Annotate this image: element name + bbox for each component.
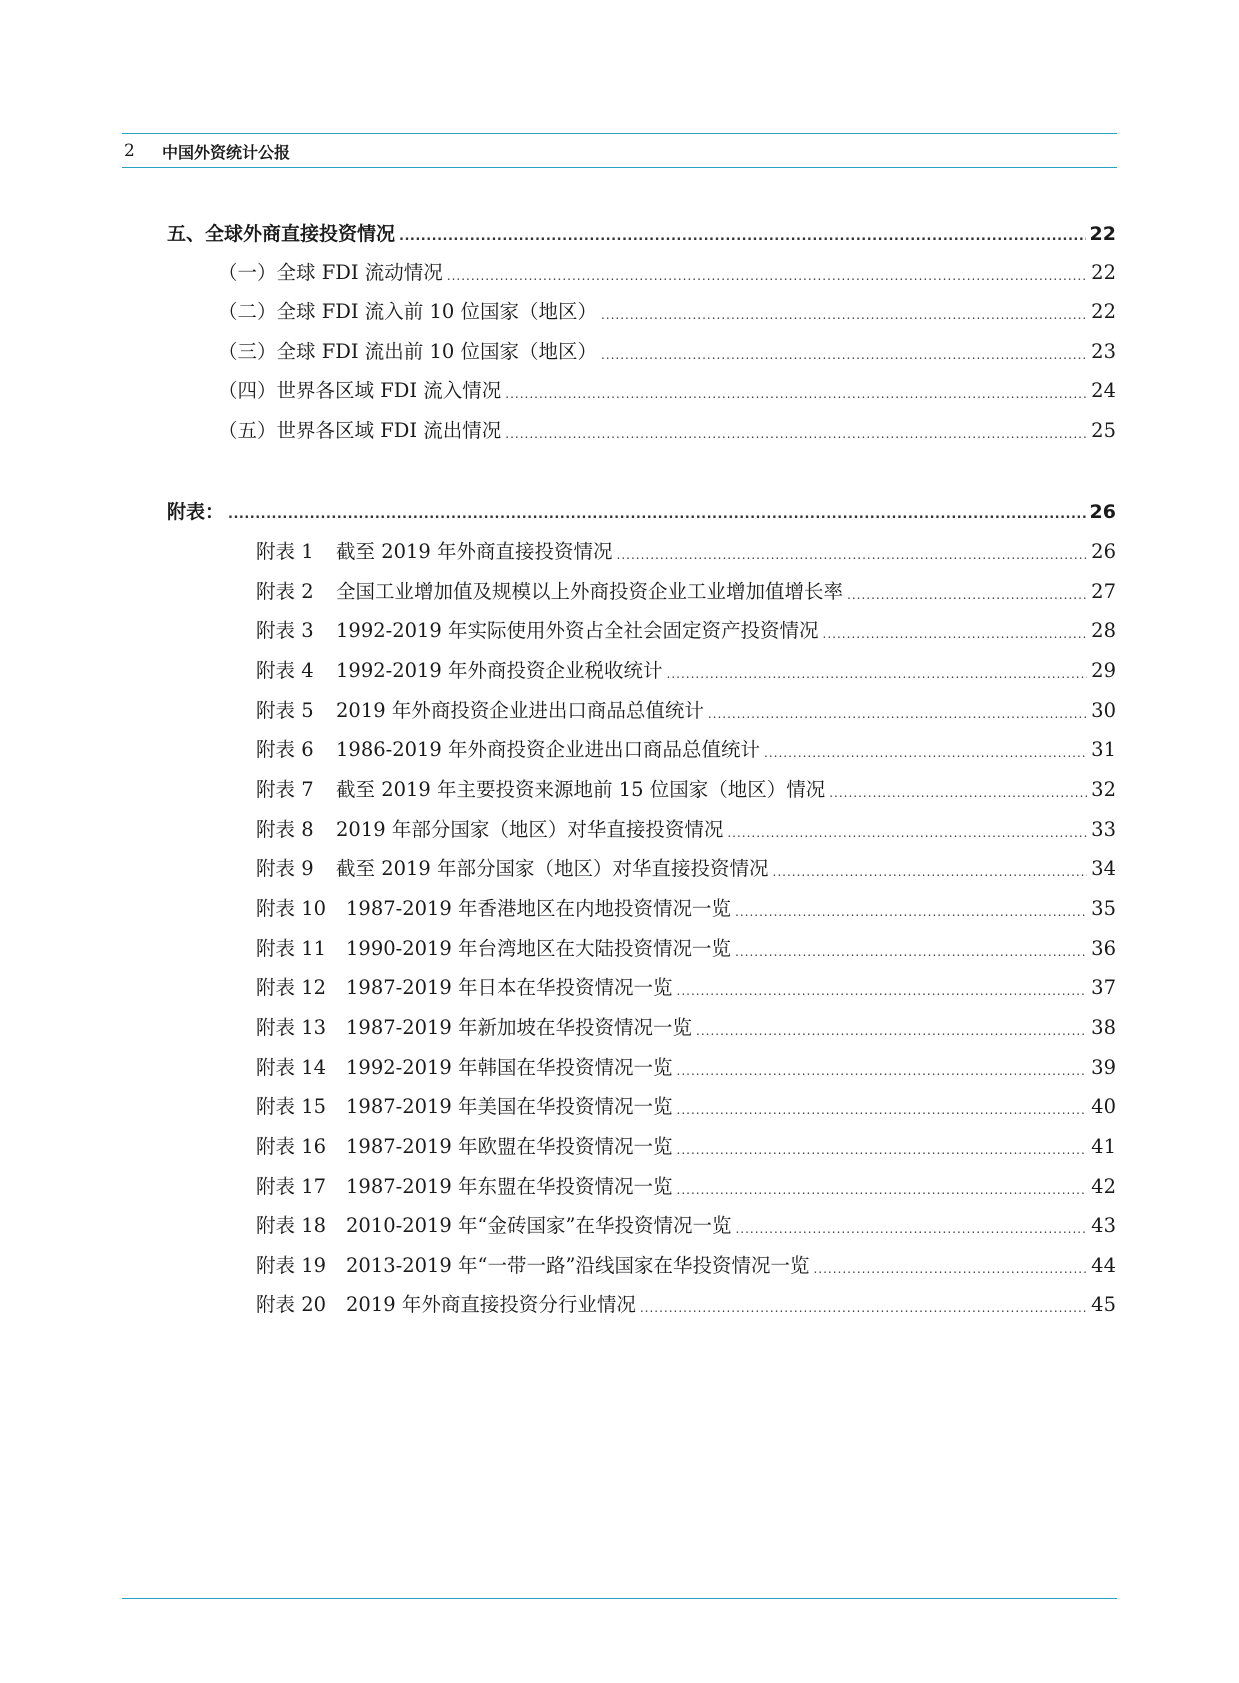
appendix-number: 附表 10: [256, 897, 327, 920]
dot-leader: [640, 1302, 1087, 1314]
appendix-title: 1987-2019 年美国在华投资情况一览: [346, 1095, 673, 1118]
toc-page-number: 33: [1091, 818, 1116, 841]
toc-subsection[interactable]: [218, 255, 1116, 285]
dot-leader: [773, 866, 1088, 878]
toc-appendix-item[interactable]: [256, 613, 1116, 643]
toc-page-number: 38: [1091, 1016, 1116, 1039]
toc-page-number: 30: [1091, 699, 1116, 722]
toc-appendix-item[interactable]: [256, 653, 1116, 683]
toc-subsection-label: （四）世界各区域 FDI 流入情况: [218, 379, 502, 402]
toc-page-number: 27: [1091, 580, 1116, 603]
toc-subsection-label: （三）全球 FDI 流出前 10 位国家（地区）: [218, 340, 597, 363]
toc-page-number: 31: [1091, 738, 1116, 761]
dot-leader: [447, 270, 1087, 282]
toc-page-number: 22: [1089, 223, 1116, 245]
appendix-title: 1987-2019 年日本在华投资情况一览: [346, 976, 673, 999]
toc-page-number: 22: [1091, 300, 1116, 323]
appendix-title: 2019 年外商投资企业进出口商品总值统计: [336, 699, 704, 722]
toc-appendix-item[interactable]: [256, 1050, 1116, 1080]
toc-appendix-item[interactable]: [256, 693, 1116, 723]
toc-appendix-heading[interactable]: [167, 494, 1116, 524]
appendix-number: 附表 3: [256, 619, 314, 642]
dot-leader: [601, 349, 1087, 361]
appendix-title: 截至 2019 年主要投资来源地前 15 位国家（地区）情况: [336, 778, 826, 801]
toc-appendix-item[interactable]: [256, 732, 1116, 762]
appendix-title: 1987-2019 年东盟在华投资情况一览: [346, 1175, 673, 1198]
dot-leader: [505, 428, 1087, 440]
appendix-number: 附表 12: [256, 976, 327, 999]
appendix-number: 附表 18: [256, 1214, 327, 1237]
toc-appendix-item[interactable]: [256, 891, 1116, 921]
appendix-number: 附表 11: [256, 937, 327, 960]
appendix-number: 附表 17: [256, 1175, 327, 1198]
appendix-number: 附表 1: [256, 540, 314, 563]
dot-leader: [708, 708, 1087, 720]
appendix-title: 1992-2019 年外商投资企业税收统计: [336, 659, 663, 682]
header-bottom-rule: [122, 167, 1117, 168]
toc-appendix-item[interactable]: [256, 1169, 1116, 1199]
dot-leader: [677, 1104, 1088, 1116]
toc-subsection[interactable]: [218, 373, 1116, 403]
appendix-number: 附表 7: [256, 778, 314, 801]
toc-section-5[interactable]: [167, 216, 1116, 246]
toc-appendix-item[interactable]: [256, 812, 1116, 842]
toc-page-number: 29: [1091, 659, 1116, 682]
dot-leader: [228, 509, 1086, 521]
toc-appendix-item[interactable]: [256, 574, 1116, 604]
toc-page-number: 26: [1089, 501, 1116, 523]
dot-leader: [727, 827, 1087, 839]
toc-appendix-item[interactable]: [256, 970, 1116, 1000]
appendix-title: 2010-2019 年“金砖国家”在华投资情况一览: [346, 1214, 732, 1237]
toc-subsection-label: （五）世界各区域 FDI 流出情况: [218, 419, 502, 442]
appendix-title: 1992-2019 年实际使用外资占全社会固定资产投资情况: [336, 619, 819, 642]
dot-leader: [847, 589, 1087, 601]
appendix-title: 截至 2019 年部分国家（地区）对华直接投资情况: [336, 857, 769, 880]
toc-page-number: 25: [1091, 419, 1116, 442]
appendix-number: 附表 5: [256, 699, 314, 722]
toc-appendix-item[interactable]: [256, 1129, 1116, 1159]
appendix-number: 附表 8: [256, 818, 314, 841]
toc-page-number: 24: [1091, 379, 1116, 402]
toc-subsection-label: （二）全球 FDI 流入前 10 位国家（地区）: [218, 300, 597, 323]
appendix-title: 1986-2019 年外商投资企业进出口商品总值统计: [336, 738, 761, 761]
dot-leader: [677, 985, 1088, 997]
appendix-number: 附表 14: [256, 1056, 327, 1079]
toc-page-number: 34: [1091, 857, 1116, 880]
toc-appendix-item[interactable]: [256, 1089, 1116, 1119]
toc-page-number: 23: [1091, 340, 1116, 363]
toc-appendix-item[interactable]: [256, 931, 1116, 961]
toc-page-number: 45: [1091, 1293, 1116, 1316]
toc-page-number: 43: [1091, 1214, 1116, 1237]
header-page-number: 2: [124, 141, 135, 161]
toc-appendix-item[interactable]: [256, 1287, 1116, 1317]
appendix-title: 1992-2019 年韩国在华投资情况一览: [346, 1056, 673, 1079]
appendix-title: 全国工业增加值及规模以上外商投资企业工业增加值增长率: [336, 580, 844, 603]
appendix-number: 附表 16: [256, 1135, 327, 1158]
dot-leader: [677, 1065, 1088, 1077]
appendix-title: 截至 2019 年外商直接投资情况: [336, 540, 613, 563]
appendix-number: 附表 4: [256, 659, 314, 682]
header-title: 中国外资统计公报: [162, 142, 291, 162]
toc-page-number: 40: [1091, 1095, 1116, 1118]
dot-leader: [735, 946, 1087, 958]
toc-appendix-item[interactable]: [256, 1010, 1116, 1040]
toc-appendix-item[interactable]: [256, 1248, 1116, 1278]
toc-page-number: 42: [1091, 1175, 1116, 1198]
appendix-number: 附表 6: [256, 738, 314, 761]
toc-page-number: 36: [1091, 937, 1116, 960]
appendix-number: 附表 20: [256, 1293, 327, 1316]
appendix-number: 附表 2: [256, 580, 314, 603]
appendix-title: 2013-2019 年“一带一路”沿线国家在华投资情况一览: [346, 1254, 810, 1277]
dot-leader: [735, 1223, 1087, 1235]
dot-leader: [617, 549, 1088, 561]
appendix-number: 附表 13: [256, 1016, 327, 1039]
toc-page-number: 37: [1091, 976, 1116, 999]
dot-leader: [399, 231, 1086, 243]
dot-leader: [764, 747, 1087, 759]
toc-page-number: 44: [1091, 1254, 1116, 1277]
dot-leader: [667, 668, 1088, 680]
appendix-number: 附表 9: [256, 857, 314, 880]
dot-leader: [601, 309, 1087, 321]
toc-appendix-item[interactable]: [256, 772, 1116, 802]
toc-page-number: 39: [1091, 1056, 1116, 1079]
dot-leader: [813, 1263, 1087, 1275]
toc-appendix-item[interactable]: [256, 851, 1116, 881]
header-top-rule: [122, 133, 1117, 134]
toc-section-label: 五、全球外商直接投资情况: [167, 223, 396, 245]
appendix-title: 1987-2019 年欧盟在华投资情况一览: [346, 1135, 673, 1158]
dot-leader: [677, 1184, 1088, 1196]
toc-page-number: 28: [1091, 619, 1116, 642]
dot-leader: [696, 1025, 1087, 1037]
toc-subsection-label: （一）全球 FDI 流动情况: [218, 261, 443, 284]
toc-subsection[interactable]: [218, 334, 1116, 364]
toc-page-number: 22: [1091, 261, 1116, 284]
dot-leader: [677, 1144, 1088, 1156]
appendix-title: 1990-2019 年台湾地区在大陆投资情况一览: [346, 937, 732, 960]
toc-subsection[interactable]: [218, 294, 1116, 324]
toc-page-number: 26: [1091, 540, 1116, 563]
dot-leader: [829, 787, 1087, 799]
toc-appendix-label: 附表：: [167, 501, 225, 523]
appendix-number: 附表 15: [256, 1095, 327, 1118]
appendix-title: 1987-2019 年新加坡在华投资情况一览: [346, 1016, 693, 1039]
appendix-title: 2019 年部分国家（地区）对华直接投资情况: [336, 818, 724, 841]
toc-appendix-item[interactable]: [256, 1208, 1116, 1238]
appendix-title: 1987-2019 年香港地区在内地投资情况一览: [346, 897, 732, 920]
toc-page-number: 32: [1091, 778, 1116, 801]
toc-page-number: 35: [1091, 897, 1116, 920]
footer-rule: [122, 1598, 1117, 1599]
dot-leader: [823, 628, 1088, 640]
appendix-number: 附表 19: [256, 1254, 327, 1277]
toc-appendix-item[interactable]: [256, 534, 1116, 564]
dot-leader: [735, 906, 1087, 918]
toc-subsection[interactable]: [218, 413, 1116, 443]
running-header: [124, 136, 290, 166]
dot-leader: [505, 388, 1087, 400]
appendix-title: 2019 年外商直接投资分行业情况: [346, 1293, 636, 1316]
toc-page-number: 41: [1091, 1135, 1116, 1158]
